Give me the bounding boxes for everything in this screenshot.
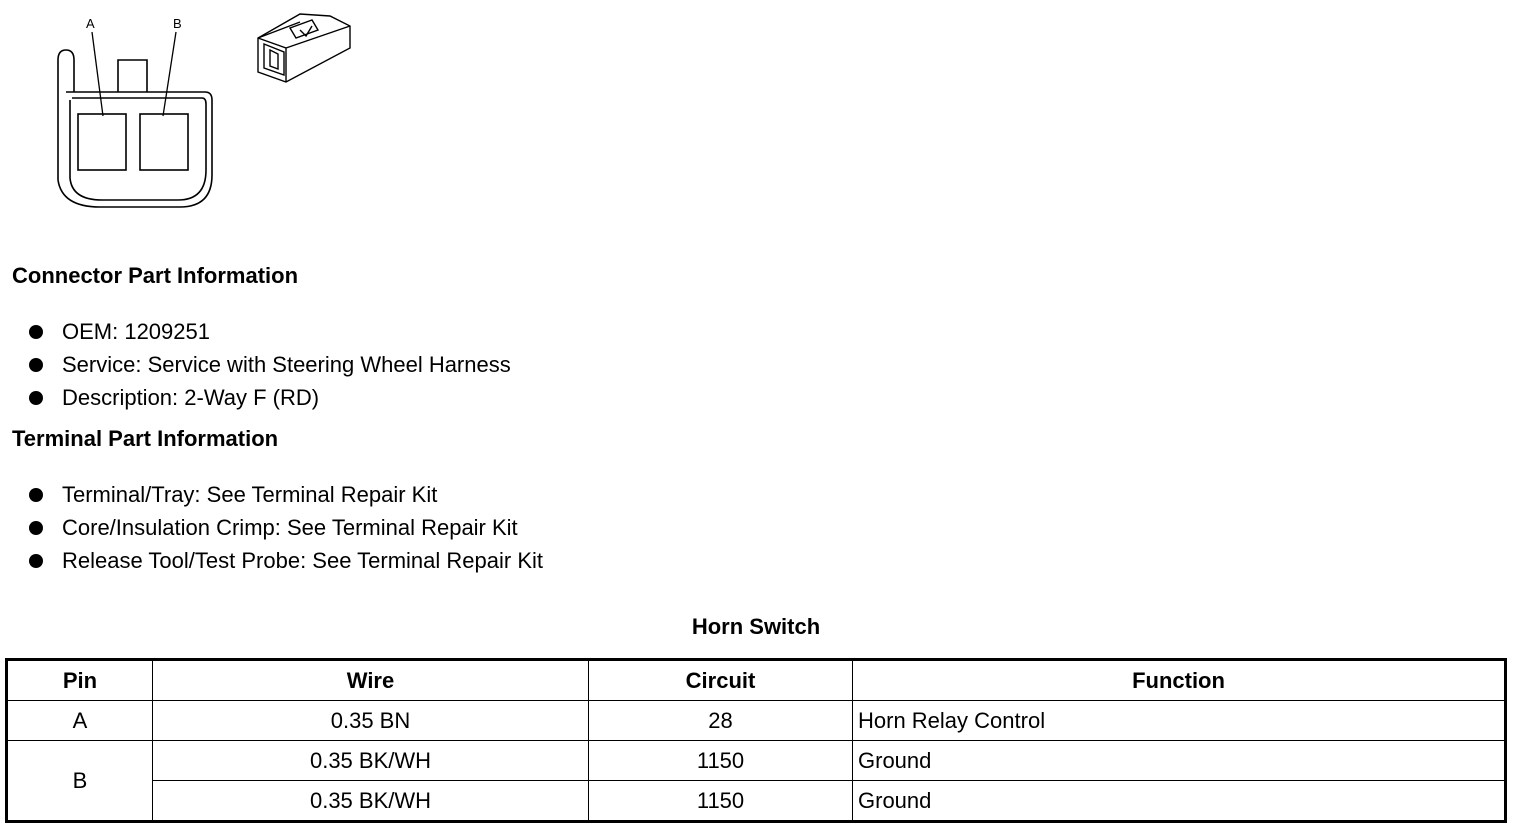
cavity-b — [140, 114, 188, 170]
bullet-icon — [29, 554, 43, 568]
list-item-text: Release Tool/Test Probe: See Terminal Repair Kit — [62, 548, 543, 573]
list-item-text: Description: 2-Way F (RD) — [62, 385, 320, 410]
header-circuit: Circuit — [589, 660, 853, 701]
cell-function: Horn Relay Control — [853, 701, 1506, 741]
header-wire: Wire — [153, 660, 589, 701]
connector-info-list — [0, 315, 511, 414]
bullet-icon — [29, 391, 43, 405]
list-item — [0, 511, 543, 544]
list-item-text: Service: Service with Steering Wheel Harness — [62, 352, 511, 377]
cell-circuit: 1150 — [589, 781, 853, 822]
pin-label-a: A — [86, 16, 95, 31]
list-item — [0, 348, 511, 381]
cell-wire: 0.35 BN — [153, 701, 589, 741]
leader-line-b — [163, 32, 176, 116]
cell-circuit: 1150 — [589, 741, 853, 781]
pin-label-b: B — [173, 16, 182, 31]
table-header-row — [7, 660, 1506, 701]
table-row — [7, 781, 1506, 822]
list-item — [0, 544, 543, 577]
terminal-info-list — [0, 478, 543, 577]
cell-circuit: 28 — [589, 701, 853, 741]
pinout-table — [5, 658, 1507, 823]
key-tab — [118, 60, 147, 92]
list-item-text: Terminal/Tray: See Terminal Repair Kit — [62, 482, 438, 507]
cell-function: Ground — [853, 781, 1506, 822]
table-row — [7, 701, 1506, 741]
table-title: Horn Switch — [691, 614, 821, 639]
cell-function: Ground — [853, 741, 1506, 781]
cell-wire: 0.35 BK/WH — [153, 741, 589, 781]
latch-tab — [58, 50, 74, 180]
cell-wire: 0.35 BK/WH — [153, 781, 589, 822]
bullet-icon — [29, 521, 43, 535]
header-pin: Pin — [7, 660, 153, 701]
bullet-icon — [29, 488, 43, 502]
cavity-a — [78, 114, 126, 170]
cell-pin: A — [7, 701, 153, 741]
connector-part-info-heading: Connector Part Information — [12, 263, 299, 288]
cell-pin: B — [7, 741, 153, 822]
list-item — [0, 315, 511, 348]
terminal-part-info-heading: Terminal Part Information — [12, 426, 279, 451]
list-item-text: OEM: 1209251 — [62, 319, 210, 344]
bullet-icon — [29, 358, 43, 372]
list-item-text: Core/Insulation Crimp: See Terminal Repair Kit — [62, 515, 518, 540]
list-item — [0, 381, 511, 414]
connector-body-outline — [58, 92, 212, 207]
connector-diagram — [0, 0, 380, 215]
header-function: Function — [853, 660, 1506, 701]
connector-isometric-icon — [258, 14, 350, 82]
leader-line-a — [92, 32, 103, 116]
bullet-icon — [29, 325, 43, 339]
table-row — [7, 741, 1506, 781]
list-item — [0, 478, 543, 511]
